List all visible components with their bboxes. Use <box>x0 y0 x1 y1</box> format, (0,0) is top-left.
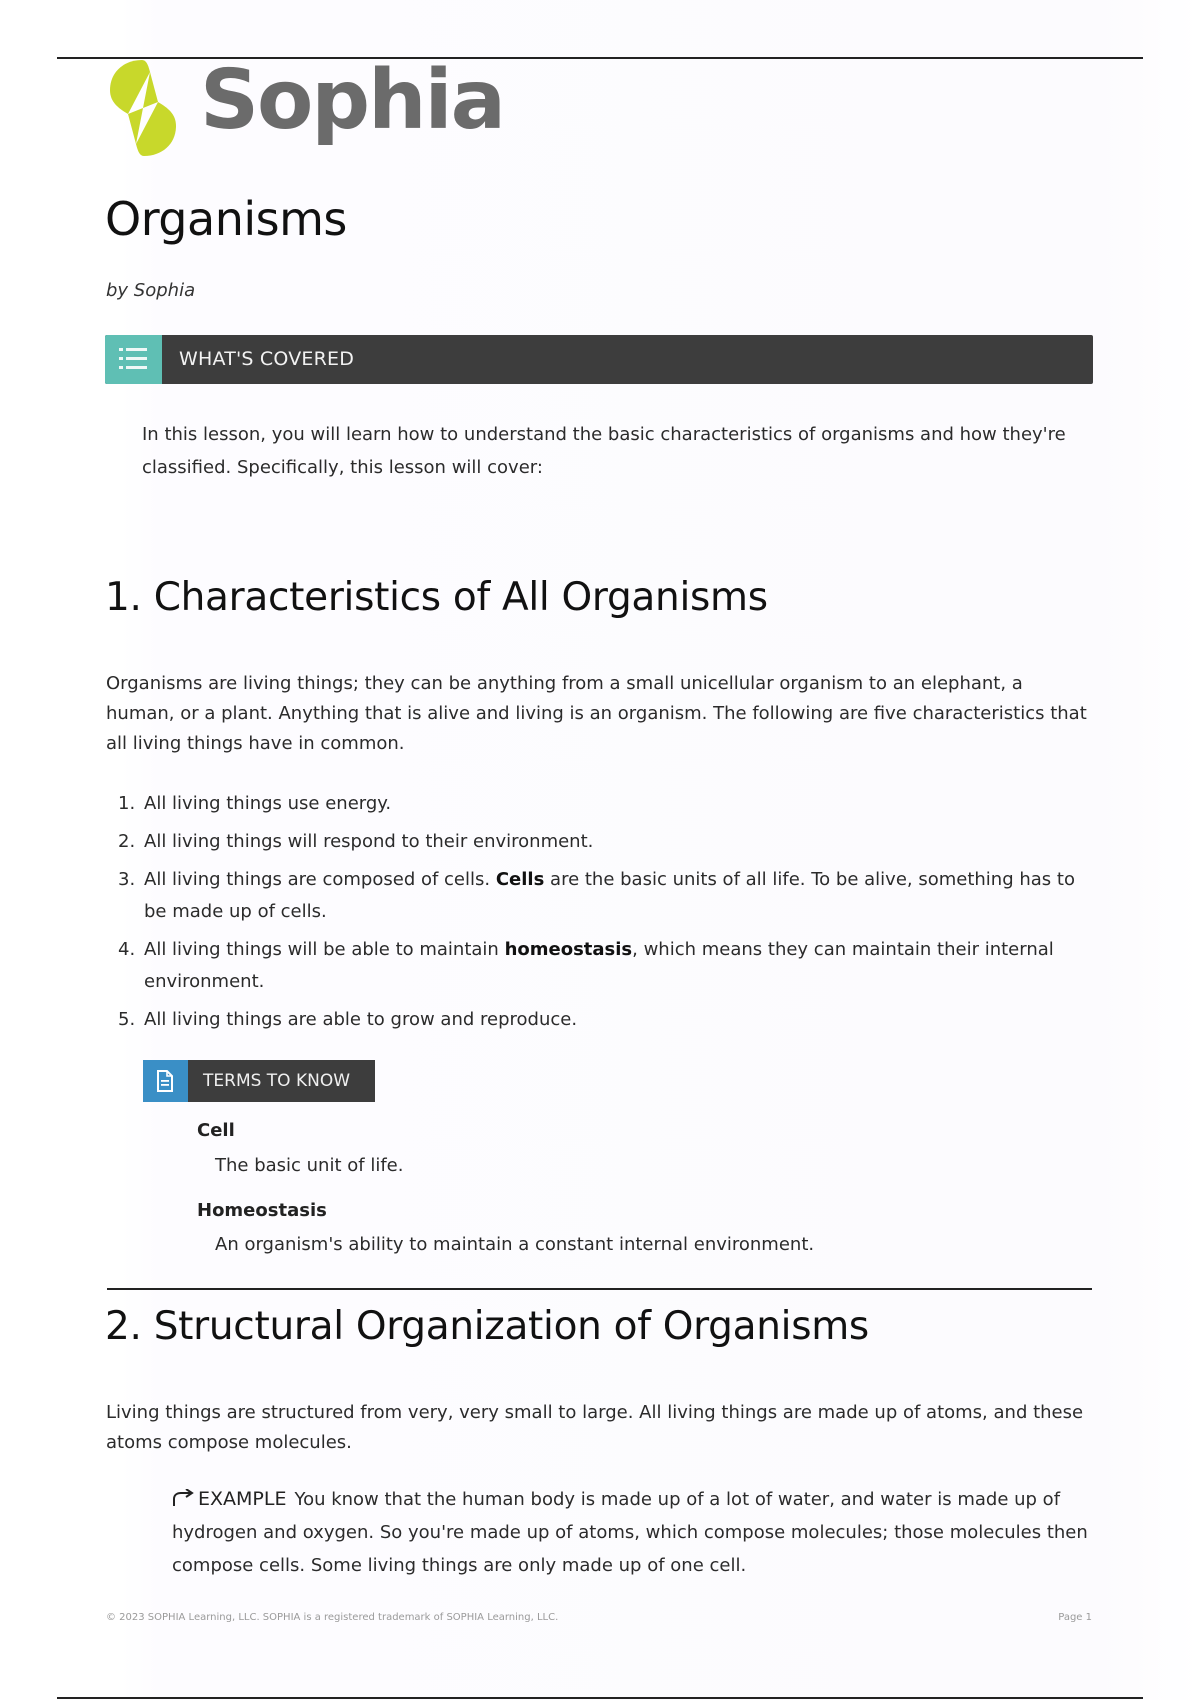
arrow-icon <box>172 1489 194 1507</box>
bottom-rule <box>57 1697 1143 1699</box>
term-cell-definition: The basic unit of life. <box>215 1155 404 1176</box>
example-tag: EXAMPLE <box>198 1488 287 1510</box>
terms-icon-box <box>143 1060 188 1102</box>
term-homeostasis-name: Homeostasis <box>197 1200 327 1221</box>
sophia-logo <box>104 53 524 158</box>
list-item: 1. All living things use energy. <box>118 793 392 814</box>
list-item: 4. All living things will be able to maintain homeostasis, which means they can maintain their internal environment. <box>118 939 1054 992</box>
lesson-intro: In this lesson, you will learn how to understand the basic characteristics of organisms and how they're classified. Specifically, this lesson will cover: <box>142 424 1066 478</box>
term-cell: Cell <box>197 1120 235 1141</box>
list-icon <box>119 346 147 372</box>
whats-covered-label: WHAT'S COVERED <box>179 348 355 370</box>
document-icon <box>156 1070 174 1092</box>
footer-copyright: © 2023 SOPHIA Learning, LLC. SOPHIA is a registered trademark of SOPHIA Learning, LLC. <box>106 1612 559 1623</box>
page-title: Organisms <box>105 192 347 246</box>
section-2-heading: 2. Structural Organization of Organisms <box>105 1304 869 1349</box>
example-text: You know that the human body is made up of a lot of water, and water is made up of hydrogen and oxygen. So you're made up of atoms, which compose molecules; those molecules then compose cells. Some living things are only made up of one cell. <box>172 1489 1088 1576</box>
logo-wordmark: Sophia <box>200 53 504 148</box>
characteristics-list <box>106 788 1096 1042</box>
section-divider <box>107 1288 1092 1290</box>
term-cells: Cells <box>495 869 545 890</box>
terms-to-know-bar <box>143 1060 375 1102</box>
section-1-heading: 1. Characteristics of All Organisms <box>105 575 768 620</box>
example-block <box>172 1483 1092 1582</box>
section-1-paragraph: Organisms are living things; they can be anything from a small unicellular organism to an elephant, a human, or a plant. Anything that is alive and living is an organism. The following are five characteristics that all living things have in common. <box>106 673 1087 754</box>
sophia-s-logo-icon <box>104 58 180 158</box>
whats-covered-bar <box>105 335 1093 384</box>
list-item: 2. All living things will respond to their environment. <box>118 831 594 852</box>
list-item: 5. All living things are able to grow and reproduce. <box>118 1009 578 1030</box>
term-homeostasis: homeostasis <box>504 939 633 960</box>
list-item: 3. All living things are composed of cells. Cells are the basic units of all life. To be alive, something has to be made up of cells. <box>118 869 1075 922</box>
byline: by Sophia <box>106 280 196 301</box>
footer-page-number: Page 1 <box>1058 1612 1092 1623</box>
whats-covered-icon-box <box>105 335 162 384</box>
terms-to-know-label: TERMS TO KNOW <box>203 1071 351 1091</box>
term-homeostasis-definition: An organism's ability to maintain a constant internal environment. <box>215 1234 815 1255</box>
section-2-paragraph: Living things are structured from very, very small to large. All living things are made up of atoms, and these atoms compose molecules. <box>106 1402 1084 1453</box>
